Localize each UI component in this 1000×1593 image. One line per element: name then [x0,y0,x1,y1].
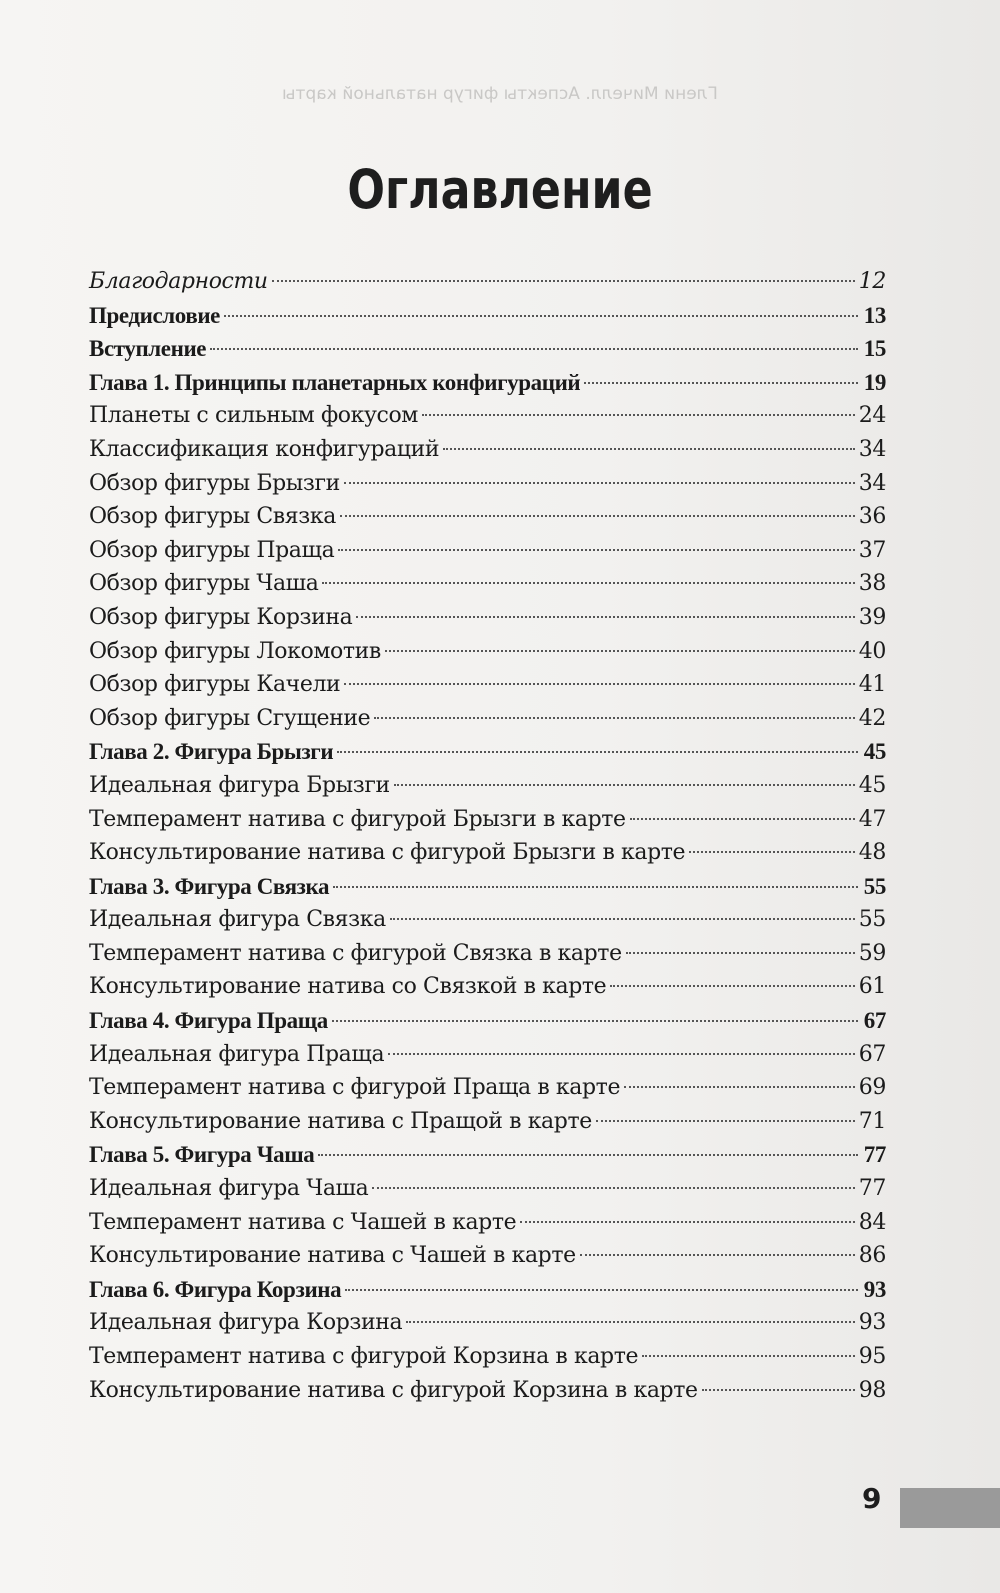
toc-entry-page: 39 [858,604,886,630]
toc-entry-page: 24 [858,403,886,429]
dot-leader [580,1254,855,1256]
toc-entry [89,1206,886,1240]
dot-leader [388,1053,855,1055]
toc-entry-label: Идеальная фигура Праща [89,1041,385,1067]
dot-leader [394,784,855,786]
toc-entry-label: Консультирование натива с Чашей в карте [89,1243,576,1269]
toc-entry [89,1105,886,1139]
dot-leader [610,985,855,987]
dot-leader [624,1086,855,1088]
toc-entry [89,1038,886,1072]
table-of-contents [89,265,886,1407]
toc-entry-label: Идеальная фигура Связка [89,907,386,933]
toc-entry-page: 59 [858,940,886,966]
dot-leader [224,315,858,317]
page-edge-tab [900,1488,1000,1528]
toc-entry-label: Обзор фигуры Локомотив [89,638,381,664]
toc-entry [89,399,886,433]
toc-entry [89,433,886,467]
dot-leader [520,1221,855,1223]
toc-entry [89,467,886,501]
toc-entry [89,265,886,299]
toc-entry-label: Темперамент натива с Чашей в карте [89,1209,517,1235]
toc-entry-page: 93 [858,1310,886,1336]
toc-entry-page: 34 [858,470,886,496]
toc-entry-label: Обзор фигуры Брызги [89,470,340,496]
toc-entry-label: Обзор фигуры Связка [89,504,336,530]
toc-entry-page: 86 [858,1243,886,1269]
toc-entry-page: 45 [858,772,886,798]
toc-entry-page: 98 [858,1377,886,1403]
dot-leader [385,650,855,652]
dot-leader [642,1355,855,1357]
toc-entry-page: 84 [858,1209,886,1235]
toc-entry [89,668,886,702]
toc-entry-page: 67 [858,1041,886,1067]
toc-entry [89,1239,886,1273]
toc-entry-page: 67 [863,1008,886,1034]
toc-entry-label: Обзор фигуры Чаша [89,571,319,597]
toc-entry [89,769,886,803]
toc-entry-page: 41 [858,672,886,698]
toc-entry-page: 69 [858,1075,886,1101]
dot-leader [584,382,858,384]
dot-leader [344,683,855,685]
toc-entry-label: Глава 2. Фигура Брызги [89,739,334,765]
toc-entry-page: 36 [858,504,886,530]
dot-leader [443,448,855,450]
toc-entry-label: Темперамент натива с фигурой Праща в карте [89,1075,621,1101]
dot-leader [390,918,855,920]
dot-leader [372,1187,854,1189]
dot-leader [332,1020,858,1022]
bleed-through-running-title: Глени Мичелл. Аспекты фигур натальной карты [282,84,718,104]
toc-entry-label: Идеальная фигура Брызги [89,772,390,798]
dot-leader [689,851,855,853]
toc-entry-label: Идеальная фигура Корзина [89,1310,403,1336]
toc-entry-label: Глава 5. Фигура Чаша [89,1142,315,1168]
toc-entry-page: 34 [858,436,886,462]
toc-entry-label: Обзор фигуры Праща [89,537,335,563]
toc-entry-label: Темперамент натива с фигурой Брызги в карте [89,806,626,832]
dot-leader [356,616,854,618]
dot-leader [630,818,855,820]
toc-chapter-entry [89,366,886,400]
dot-leader [340,515,855,517]
dot-leader [406,1321,855,1323]
toc-entry-page: 77 [863,1142,886,1168]
toc-entry [89,970,886,1004]
dot-leader [322,582,854,584]
toc-chapter-entry [89,332,886,366]
toc-entry-page: 13 [863,302,886,328]
toc-chapter-entry [89,870,886,904]
toc-entry [89,1340,886,1374]
toc-entry-label: Консультирование натива с фигурой Корзина в карте [89,1377,698,1403]
toc-entry-page: 61 [858,974,886,1000]
toc-entry-page: 12 [858,269,886,294]
toc-entry [89,567,886,601]
toc-entry-page: 37 [858,537,886,563]
dot-leader [702,1389,855,1391]
page-title: Оглавление [347,158,653,221]
toc-chapter-entry [89,1273,886,1307]
toc-entry-label: Глава 3. Фигура Связка [89,873,330,899]
toc-entry [89,601,886,635]
dot-leader [333,886,858,888]
toc-entry [89,1306,886,1340]
toc-entry [89,836,886,870]
toc-entry-label: Консультирование натива с Пращой в карте [89,1108,592,1134]
toc-entry-label: Предисловие [89,302,220,328]
toc-entry-label: Консультирование натива со Связкой в карте [89,974,607,1000]
toc-entry-page: 71 [858,1108,886,1134]
toc-entry-label: Благодарности [89,269,268,294]
toc-chapter-entry [89,1138,886,1172]
toc-entry-page: 55 [863,873,886,899]
toc-entry-page: 45 [863,739,886,765]
toc-entry-label: Темперамент натива с фигурой Корзина в карте [89,1344,639,1369]
toc-entry [89,937,886,971]
dot-leader [318,1154,858,1156]
toc-entry-page: 47 [858,806,886,832]
toc-entry-label: Обзор фигуры Качели [89,672,341,698]
toc-entry-label: Классификация конфигураций [89,436,440,462]
dot-leader [626,952,855,954]
toc-entry-page: 55 [858,907,886,933]
toc-entry [89,534,886,568]
toc-entry-page: 93 [863,1276,886,1302]
toc-chapter-entry [89,299,886,333]
toc-entry-label: Планеты с сильным фокусом [89,403,419,429]
dot-leader [338,549,855,551]
toc-entry-page: 19 [863,369,886,395]
toc-entry-label: Консультирование натива с фигурой Брызги в карте [89,840,686,866]
toc-entry-label: Глава 1. Принципы планетарных конфигураций [89,369,581,395]
toc-chapter-entry [89,1004,886,1038]
toc-entry-label: Идеальная фигура Чаша [89,1176,369,1202]
toc-entry [89,1374,886,1408]
dot-leader [210,348,858,350]
toc-entry-page: 38 [858,571,886,597]
dot-leader [337,751,858,753]
toc-entry-page: 95 [858,1344,886,1369]
dot-leader [344,482,855,484]
toc-entry-page: 42 [858,705,886,731]
toc-entry [89,702,886,736]
dot-leader [272,280,855,282]
page-number: 9 [862,1482,882,1515]
toc-entry-label: Темперамент натива с фигурой Связка в карте [89,940,622,966]
toc-chapter-entry [89,735,886,769]
dot-leader [596,1120,855,1122]
toc-entry-page: 40 [858,638,886,664]
toc-entry-label: Обзор фигуры Сгущение [89,705,371,731]
toc-entry-label: Глава 4. Фигура Праща [89,1008,328,1034]
dot-leader [345,1289,858,1291]
dot-leader [422,414,855,416]
toc-entry-page: 15 [863,336,886,362]
toc-entry [89,635,886,669]
toc-entry [89,1172,886,1206]
toc-entry [89,903,886,937]
dot-leader [374,717,855,719]
toc-entry-label: Обзор фигуры Корзина [89,604,353,630]
toc-entry-label: Вступление [89,336,207,362]
toc-entry [89,803,886,837]
toc-entry [89,500,886,534]
toc-entry-page: 48 [858,840,886,866]
toc-entry [89,1071,886,1105]
toc-entry-label: Глава 6. Фигура Корзина [89,1276,342,1302]
toc-entry-page: 77 [858,1176,886,1202]
